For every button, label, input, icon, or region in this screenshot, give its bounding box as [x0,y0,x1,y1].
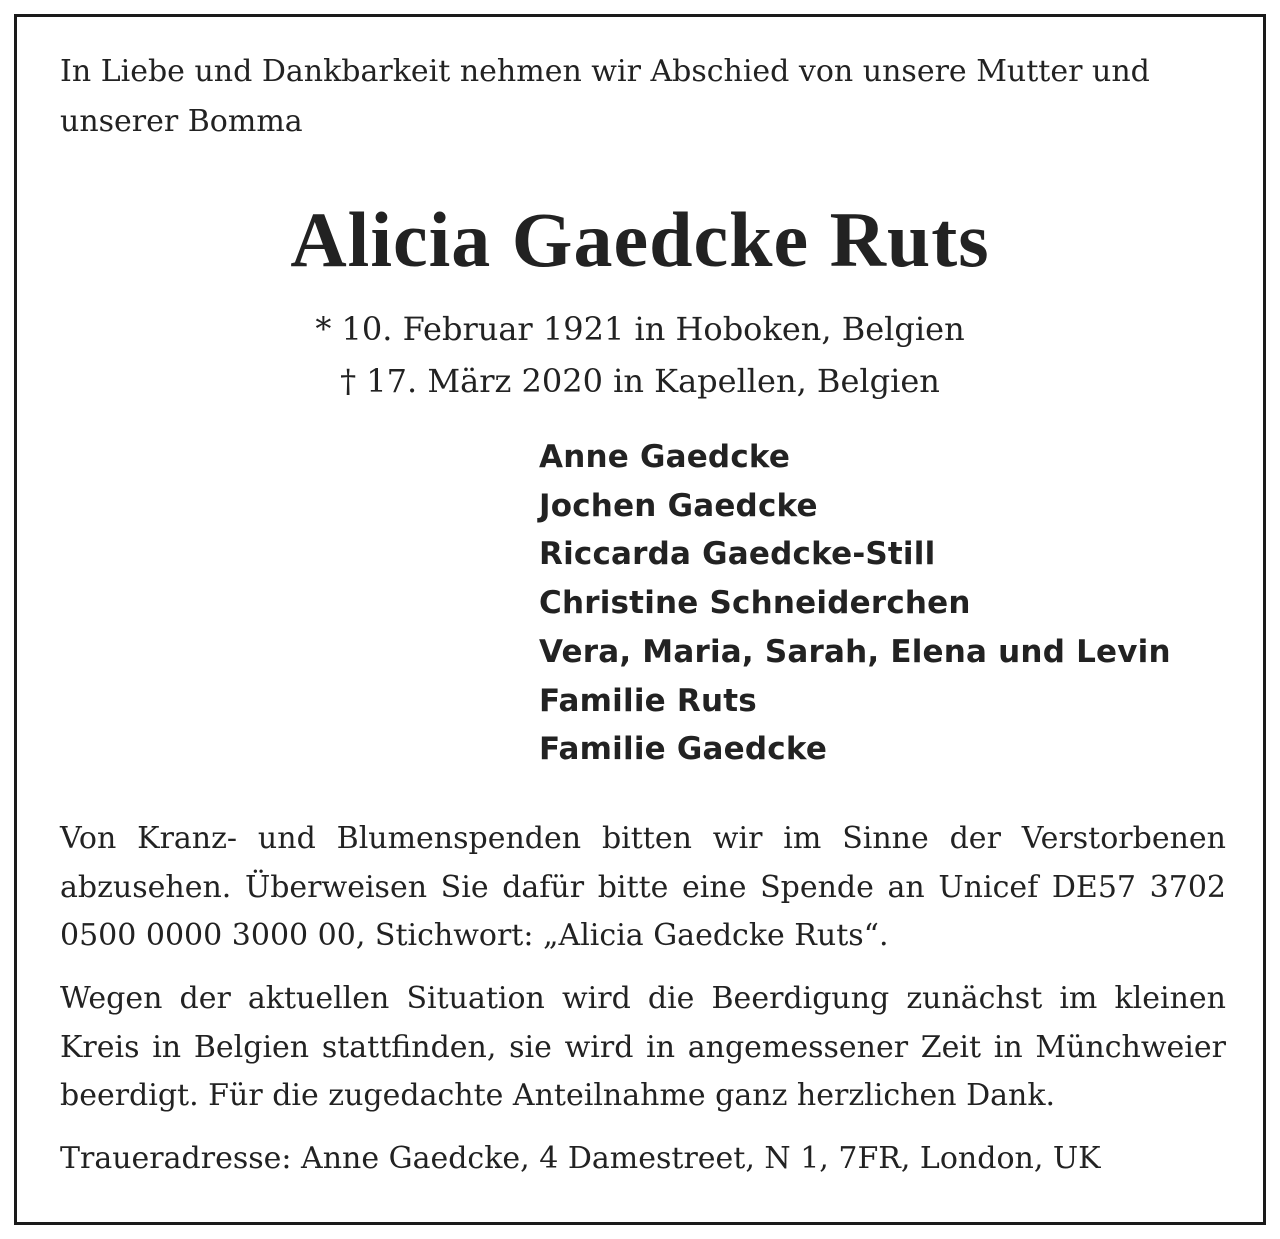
death-date: † 17. März 2020 in Kapellen, Belgien [340,362,940,400]
family-list [539,433,1171,774]
mourning-address: Traueradresse: Anne Gaedcke, 4 Damestreet, N 1, 7FR, London, UK [60,1141,1101,1176]
intro-text: In Liebe und Dankbarkeit nehmen wir Abschied von unsere Mutter und unserer Bomma [60,54,1150,139]
obituary-frame [14,14,1266,1225]
family-member: Jochen Gaedcke [539,487,818,524]
birth-date: * 10. Februar 1921 in Hoboken, Belgien [315,310,965,348]
life-dates [17,303,1263,407]
family-member: Familie Ruts [539,682,757,719]
donation-paragraph: Von Kranz- und Blumenspenden bitten wir im Sinne der Verstorbenen abzusehen. Überweisen Sie dafür bitte eine Spende an Unicef DE57 3702 0500 0000 3000 00, Stichwort: „Alicia Gaedcke Ruts“. [60,821,1226,954]
funeral-paragraph: Wegen der aktuellen Situation wird die Beerdigung zunächst im kleinen Kreis in Belgien stattfinden, sie wird in angemessener Zeit in Münchweier beerdigt. Für die zugedachte Anteilnahme ganz herzlichen Dank. [60,981,1226,1114]
family-member: Christine Schneiderchen [539,585,971,622]
family-member: Riccarda Gaedcke-Still [539,536,936,573]
family-member: Familie Gaedcke [539,731,828,768]
family-member: Anne Gaedcke [539,439,791,475]
deceased-name: Alicia Gaedcke Ruts [290,196,990,283]
family-member: Vera, Maria, Sarah, Elena und Levin [539,633,1171,670]
